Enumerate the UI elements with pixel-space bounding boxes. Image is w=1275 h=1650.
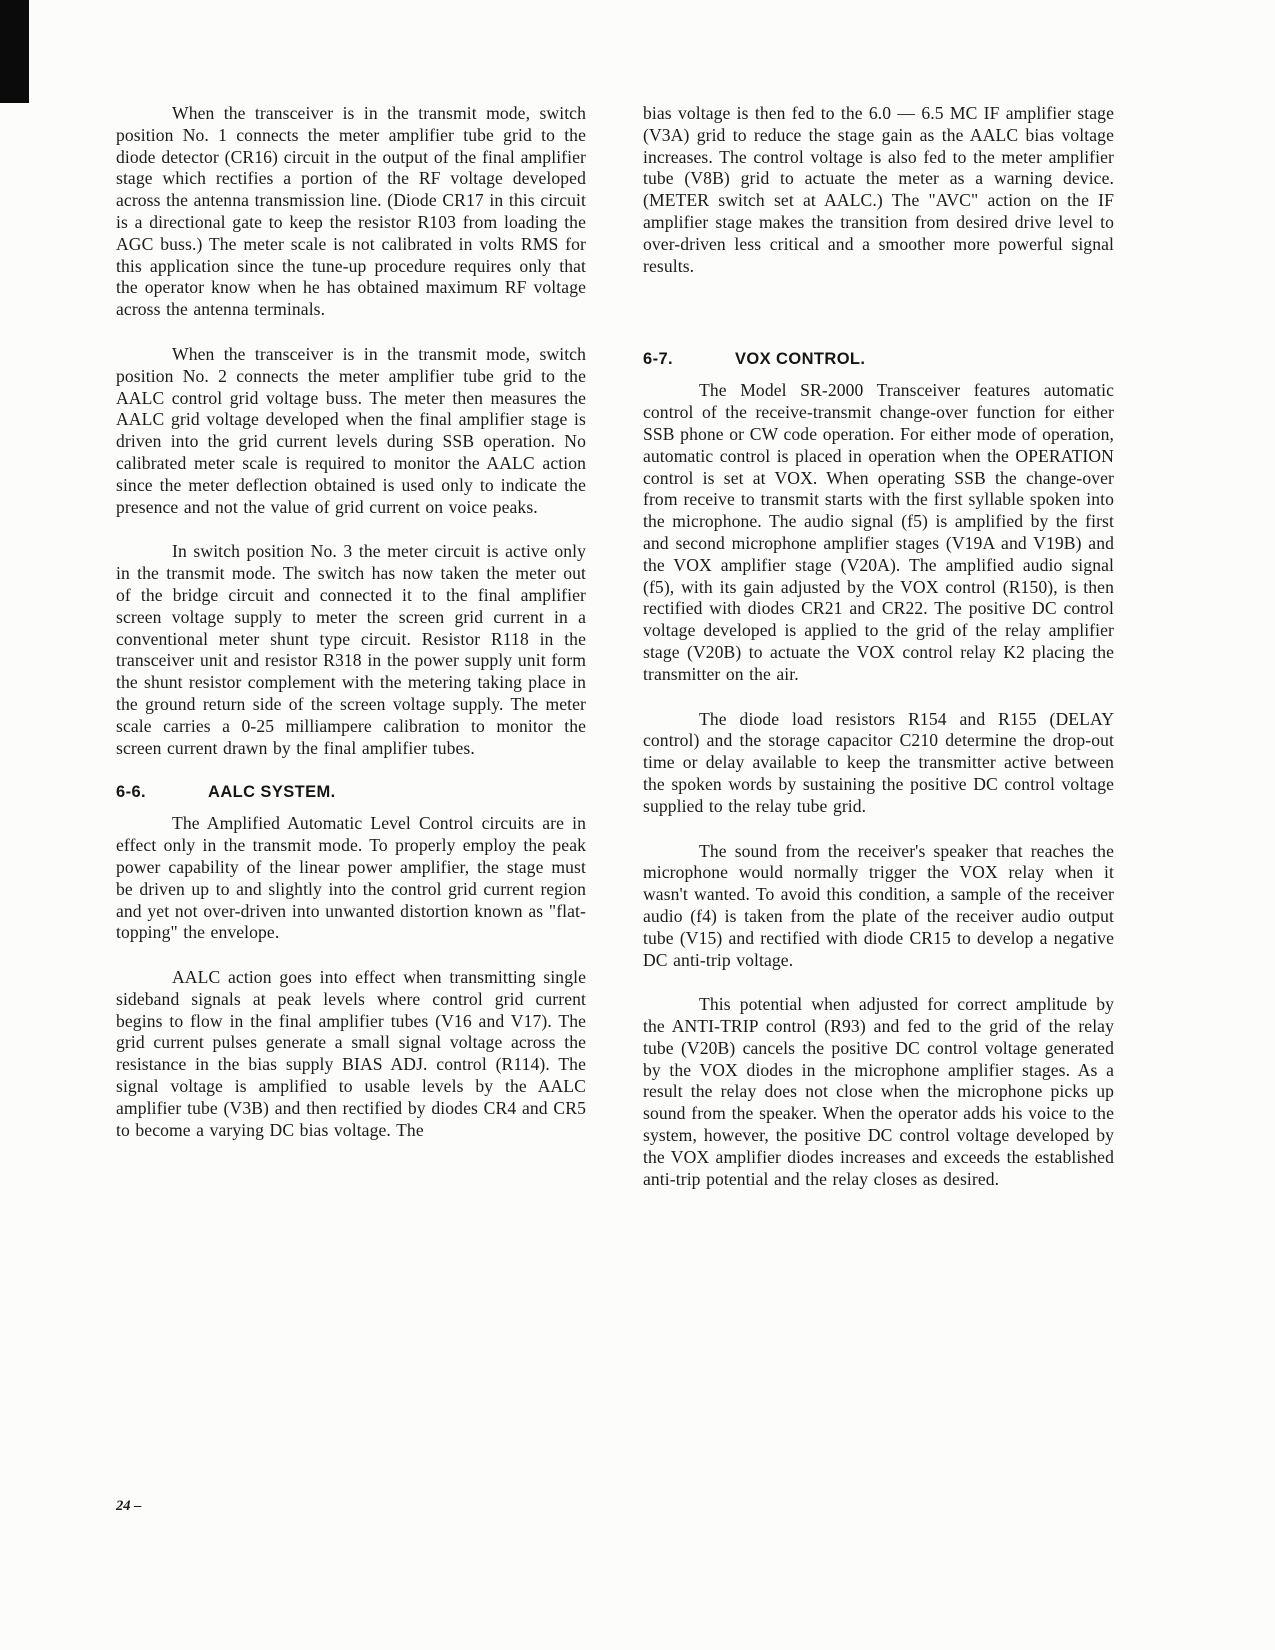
section-number: 6-6.: [116, 783, 147, 802]
section-title: AALC SYSTEM.: [208, 783, 336, 802]
left-column: [116, 103, 586, 1164]
paragraph-aalc-intro: The Amplified Automatic Level Control circuits are in effect only in the transmit mode. To properly employ the peak power capability of the linear power amplifier, the stage must be driven up to and slightly into the control grid current region and yet not over-driven into unwanted distortion known as "flat-topping" the envelope.: [116, 813, 586, 943]
paragraph-aalc-continued: bias voltage is then fed to the 6.0 — 6.5 MC IF amplifier stage (V3A) grid to reduce the stage gain as the AALC bias voltage increases. The control voltage is also fed to the meter amplifier tube (V8B) grid to actuate the meter as a warning device. (METER switch set at AALC.) The "AVC" action on the IF amplifier stage makes the transition from desired drive level to over-driven less critical and a smoother more powerful signal results.: [643, 103, 1114, 276]
paragraph-aalc-action: AALC action goes into effect when transmitting single sideband signals at peak levels where control grid current begins to flow in the final amplifier tubes (V16 and V17). The grid current pulses generate a small signal voltage across the resistance in the bias supply BIAS ADJ. control (R114). The signal voltage is amplified to usable levels by the AALC amplifier tube (V3B) and then rectified by diodes CR4 and CR5 to become a varying DC bias voltage. The: [116, 967, 586, 1140]
paragraph-vox-intro: The Model SR-2000 Transceiver features automatic control of the receive-transmit change-over function for either SSB phone or CW code operation. For either mode of operation, automatic control is placed in operation when the OPERATION control is set at VOX. When operating SSB the change-over from receive to transmit starts with the first syllable spoken into the microphone. The audio signal (f5) is amplified by the first and second microphone amplifier stages (V19A and V19B) and the VOX amplifier stage (V20A). The amplified audio signal (f5), with its gain adjusted by the VOX control (R150), is then rectified with diodes CR21 and CR22. The positive DC control voltage developed is applied to the grid of the relay amplifier stage (V20B) to actuate the VOX control relay K2 placing the transmitter on the air.: [643, 380, 1114, 684]
scan-artifact-mark: [0, 0, 29, 103]
right-column: [643, 103, 1114, 1213]
section-heading-aalc-system: [116, 782, 586, 802]
paragraph-vox-antitrip-source: The sound from the receiver's speaker that reaches the microphone would normally trigger the VOX relay when it wasn't wanted. To avoid this condition, a sample of the receiver audio (f4) is taken from the plate of the receiver audio output tube (V15) and rectified with diode CR15 to develop a negative DC anti-trip voltage.: [643, 840, 1114, 970]
page-number: 24 –: [116, 1498, 142, 1514]
paragraph-meter-switch-pos-1: When the transceiver is in the transmit mode, switch position No. 1 connects the meter amplifier tube grid to the diode detector (CR16) circuit in the output of the final amplifier stage which rectifies a portion of the RF voltage developed across the antenna transmission line. (Diode CR17 in this circuit is a directional gate to keep the resistor R103 from loading the AGC buss.) The meter scale is not calibrated in volts RMS for this application since the tune-up procedure requires only that the operator know when he has obtained maximum RF voltage across the antenna terminals.: [116, 103, 586, 320]
paragraph-vox-antitrip-adjust: This potential when adjusted for correct amplitude by the ANTI-TRIP control (R93) and fed to the grid of the relay tube (V20B) cancels the positive DC control voltage generated by the VOX diodes in the microphone amplifier stages. As a result the relay does not close when the microphone picks up sound from the speaker. When the operator adds his voice to the system, however, the positive DC control voltage developed by the VOX amplifier diodes increases and exceeds the established anti-trip potential and the relay closes as desired.: [643, 994, 1114, 1189]
paragraph-meter-switch-pos-3: In switch position No. 3 the meter circuit is active only in the transmit mode. The switch has now taken the meter out of the bridge circuit and connected it to the final amplifier screen voltage supply to meter the screen grid current in a conventional meter shunt type circuit. Resistor R118 in the transceiver unit and resistor R318 in the power supply unit form the shunt resistor complement with the metering taking place in the ground return side of the screen voltage supply. The meter scale carries a 0-25 milliampere calibration to monitor the screen current drawn by the final amplifier tubes.: [116, 541, 586, 758]
paragraph-meter-switch-pos-2: When the transceiver is in the transmit mode, switch position No. 2 connects the meter amplifier tube grid to the AALC control grid voltage buss. The meter then measures the AALC grid voltage developed when the final amplifier stage is driven into the grid current levels during SSB operation. No calibrated meter scale is required to monitor the AALC action since the meter deflection obtained is used only to indicate the presence and not the value of grid current on voice peaks.: [116, 343, 586, 517]
section-heading-vox-control: [643, 349, 1114, 369]
paragraph-vox-delay: The diode load resistors R154 and R155 (DELAY control) and the storage capacitor C210 determine the drop-out time or delay available to keep the transmitter active between the spoken words by sustaining the positive DC control voltage supplied to the relay tube grid.: [643, 708, 1114, 816]
section-title: VOX CONTROL.: [735, 350, 866, 369]
section-number: 6-7.: [643, 350, 674, 369]
